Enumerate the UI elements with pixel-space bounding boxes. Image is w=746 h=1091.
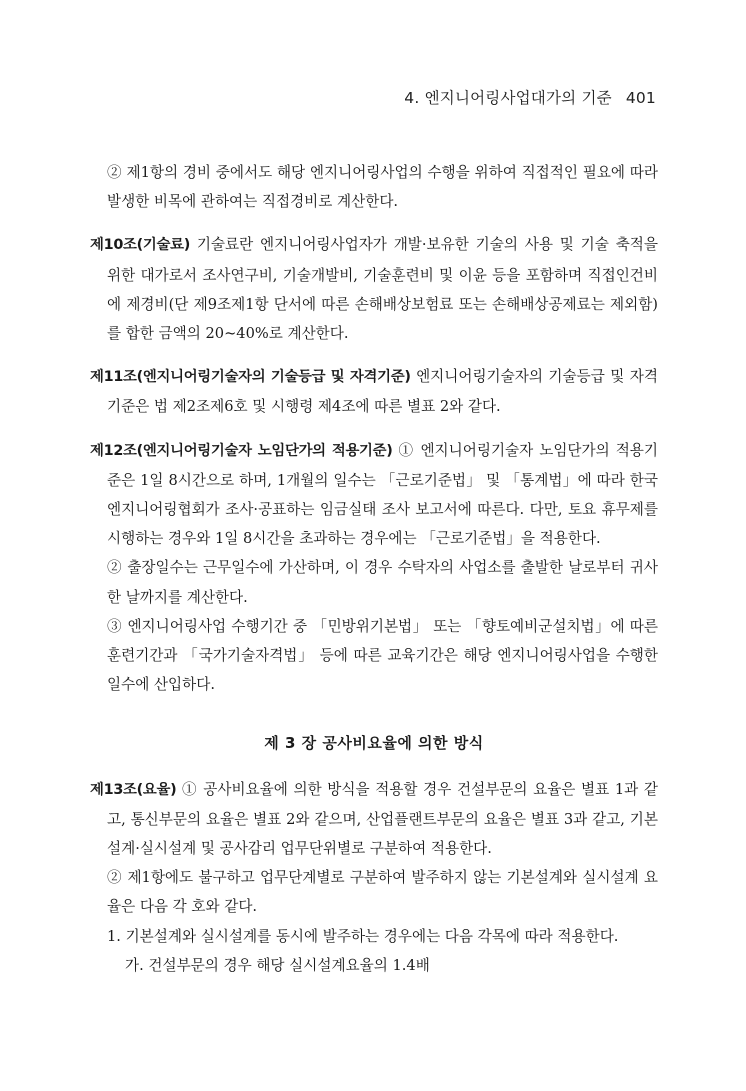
article13-item1: 1. 기본설계와 실시설계를 동시에 발주하는 경우에는 다음 각목에 따라 적용한다.	[107, 927, 619, 945]
running-header	[404, 86, 656, 108]
article12-body: ① 엔지니어링기술자 노임단가의 적용기준은 1일 8시간으로 하며, 1개월의 일수는 「근로기준법」 및 「통계법」에 따라 한국엔지니어링협회가 조사·공표하는 임금실태 조사 보고서에 따른다. 다만, 토요 휴무제를 시행하는 경우와 1일 8시간을 초과하는 경우에는 「근로기준법」을 적용한다.	[107, 441, 658, 548]
article10-body: 기술료란 엔지니어링사업자가 개발·보유한 기술의 사용 및 기술 축적을 위한 대가로서 조사연구비, 기술개발비, 기술훈련비 및 이윤 등을 포함하며 직접인건비에 제경비(단 제9조제1항 단서에 따른 손해배상보험료 또는 손해배상공제료는 제외함)를 합한 금액의 20~40%로 계산한다.	[107, 236, 658, 343]
running-header-title: 4. 엔지니어링사업대가의 기준	[404, 89, 612, 107]
article11-body: 엔지니어링기술자의 기술등급 및 자격기준은 법 제2조제6호 및 시행령 제4조에 따른 별표 2와 같다.	[107, 368, 659, 416]
article13-title: 제13조(요율)	[90, 781, 177, 798]
article13	[90, 775, 658, 864]
article10-title: 제10조(기술료)	[90, 237, 190, 254]
article11	[90, 362, 658, 421]
page-number: 401	[625, 89, 656, 107]
article10	[90, 230, 658, 348]
chapter-heading: 제 3 장 공사비요율에 의한 방식	[264, 734, 484, 753]
article12	[90, 436, 658, 554]
article12-title: 제12조(엔지니어링기술자 노임단가의 적용기준)	[90, 442, 393, 459]
document-body	[90, 158, 658, 980]
article13-paragraph2: ② 제1항에도 불구하고 업무단계별로 구분하여 발주하지 않는 기본설계와 실시설계 요율은 다음 각 호와 같다.	[107, 869, 658, 916]
article13-item1-ga: 가. 건설부문의 경우 해당 실시설계요율의 1.4배	[125, 956, 430, 974]
article13-body: ① 공사비요율에 의한 방식을 적용할 경우 건설부문의 요율은 별표 1과 같고, 통신부문의 요율은 별표 2와 같으며, 산업플랜트부문의 요율은 별표 3과 같고, 기본설계·실시설계 및 공사감리 업무단위별로 구분하여 적용한다.	[107, 780, 658, 858]
article12-paragraph2: ② 출장일수는 근무일수에 가산하며, 이 경우 수탁자의 사업소를 출발한 날로부터 귀사한 날까지를 계산한다.	[107, 559, 658, 606]
article9-paragraph2: ② 제1항의 경비 중에서도 해당 엔지니어링사업의 수행을 위하여 직접적인 필요에 따라 발생한 비목에 관하여는 직접경비로 계산한다.	[107, 164, 658, 211]
article11-title: 제11조(엔지니어링기술자의 기술등급 및 자격기준)	[90, 369, 411, 386]
article12-paragraph3: ③ 엔지니어링사업 수행기간 중 「민방위기본법」 또는 「향토예비군설치법」에 따른 훈련기간과 「국가기술자격법」 등에 따른 교육기간은 해당 엔지니어링사업을 수행한 일수에 산입하다.	[107, 617, 658, 694]
